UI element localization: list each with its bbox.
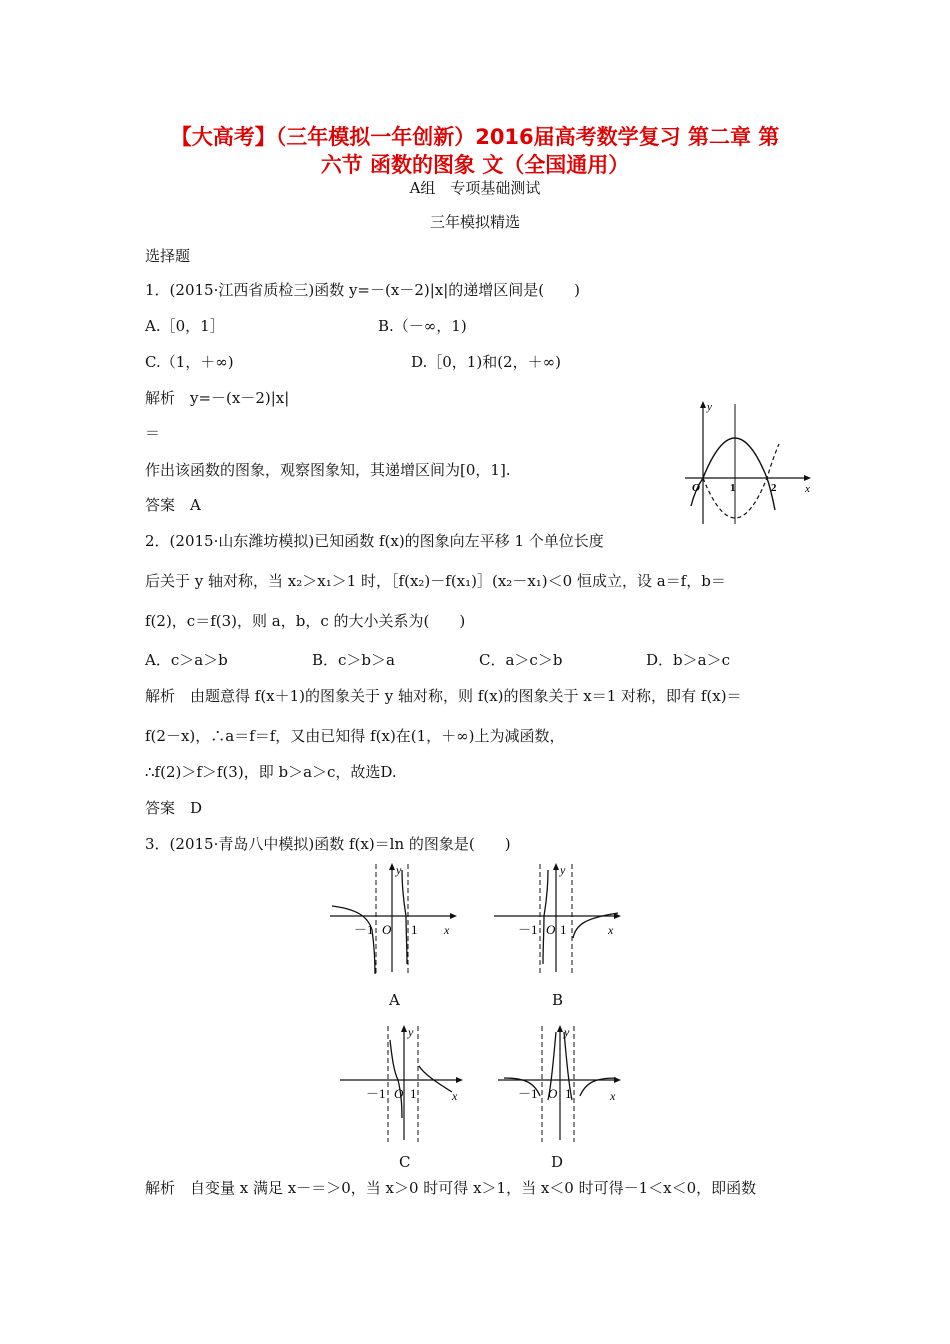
q1-analysis-line2: ＝ — [145, 424, 161, 442]
q3-b-x-label: x — [608, 923, 614, 937]
q2-answer: 答案 D — [145, 799, 203, 817]
q1-stem: 1．(2015·江西省质检三)函数 y=－(x－2)|x|的递增区间是( ) — [145, 281, 580, 299]
q3-d-x-label: x — [610, 1089, 616, 1103]
q1-graph-y-label: y — [707, 401, 712, 413]
q3-choice-d-label: D — [551, 1153, 564, 1171]
q2-option-d: D．b＞a＞c — [646, 651, 730, 669]
q2-stem-line1: 2．(2015·山东潍坊模拟)已知函数 f(x)的图象向左平移 1 个单位长度 — [145, 532, 604, 550]
q3-d-neg1: －1 — [518, 1086, 538, 1101]
q3-d-y-label: y — [564, 1025, 570, 1039]
q3-c-origin: O — [394, 1086, 404, 1101]
q3-a-origin: O — [382, 922, 392, 937]
q3-b-origin: O — [546, 922, 556, 937]
q3-c-one: 1 — [410, 1086, 417, 1101]
q1-graph-tick-1: 1 — [730, 482, 736, 494]
q3-graph-a — [326, 860, 466, 980]
q2-analysis-line1: 解析 由题意得 f(x＋1)的图象关于 y 轴对称，则 f(x)的图象关于 x＝1 对称，即有 f(x)＝ — [145, 687, 742, 705]
q3-choice-b-label: B — [552, 991, 564, 1009]
q3-d-one: 1 — [565, 1086, 572, 1101]
q3-analysis: 解析 自变量 x 满足 x－＝＞0，当 x＞0 时可得 x＞1，当 x＜0 时可得－1＜x＜0，即函数 — [145, 1179, 757, 1197]
q1-graph — [685, 398, 815, 526]
section-label: 三年模拟精选 — [429, 213, 520, 231]
doc-title-line2: 六节 函数的图象 文（全国通用） — [320, 153, 630, 177]
group-label: A组 专项基础测试 — [409, 179, 541, 197]
q3-c-x-label: x — [452, 1089, 458, 1103]
q1-graph-origin: O — [692, 482, 700, 494]
q3-b-y-label: y — [560, 863, 566, 877]
doc-title-line1: 【大高考】（三年模拟一年创新）2016届高考数学复习 第二章 第 — [170, 125, 780, 149]
q2-option-b: B．c＞b＞a — [312, 651, 395, 669]
q3-graph-c — [336, 1022, 476, 1144]
q3-a-x-label: x — [444, 923, 450, 937]
q3-choice-c-label: C — [399, 1153, 411, 1171]
q1-analysis-line3: 作出该函数的图象，观察图象知，其递增区间为[0，1]. — [145, 461, 511, 479]
q1-option-d: D.［0，1)和(2，＋∞) — [411, 353, 561, 371]
q2-analysis-line3: ∴f(2)＞f＞f(3)，即 b＞a＞c，故选D. — [145, 763, 397, 781]
q2-option-a: A．c＞a＞b — [145, 651, 228, 669]
q1-option-c: C.（1，＋∞) — [145, 353, 234, 371]
q3-choice-a-label: A — [389, 991, 400, 1009]
q3-d-origin: O — [548, 1086, 558, 1101]
q3-a-neg1: －1 — [354, 922, 374, 937]
q1-analysis-line1: 解析 y=－(x－2)|x| — [145, 389, 290, 407]
q3-c-neg1: －1 — [366, 1086, 386, 1101]
q1-option-b: B.（－∞，1) — [378, 317, 467, 335]
q1-answer: 答案 A — [145, 496, 201, 514]
q2-analysis-line2: f(2－x)，∴a＝f＝f，又由已知得 f(x)在(1，＋∞)上为减函数， — [145, 727, 565, 745]
q3-b-neg1: －1 — [518, 922, 538, 937]
q3-graph-d — [494, 1022, 634, 1144]
q1-graph-tick-2: 2 — [771, 482, 777, 494]
subsection-label: 选择题 — [145, 247, 191, 265]
q1-option-a: A.［0，1］ — [145, 317, 225, 335]
q3-c-y-label: y — [408, 1025, 414, 1039]
q3-b-one: 1 — [560, 922, 567, 937]
q3-a-one: 1 — [411, 922, 418, 937]
q2-stem-line3: f(2)，c＝f(3)，则 a，b，c 的大小关系为( ) — [145, 612, 466, 630]
q3-a-y-label: y — [396, 863, 402, 877]
q2-stem-line2: 后关于 y 轴对称，当 x₂＞x₁＞1 时，［f(x₂)－f(x₁)］(x₂－x₁)＜0 恒成立，设 a＝f，b＝ — [145, 572, 726, 590]
q1-graph-x-label: x — [805, 483, 810, 495]
q3-stem: 3．(2015·青岛八中模拟)函数 f(x)＝ln 的图象是( ) — [145, 835, 511, 853]
q2-option-c: C．a＞c＞b — [479, 651, 563, 669]
q3-graph-b — [490, 860, 630, 980]
